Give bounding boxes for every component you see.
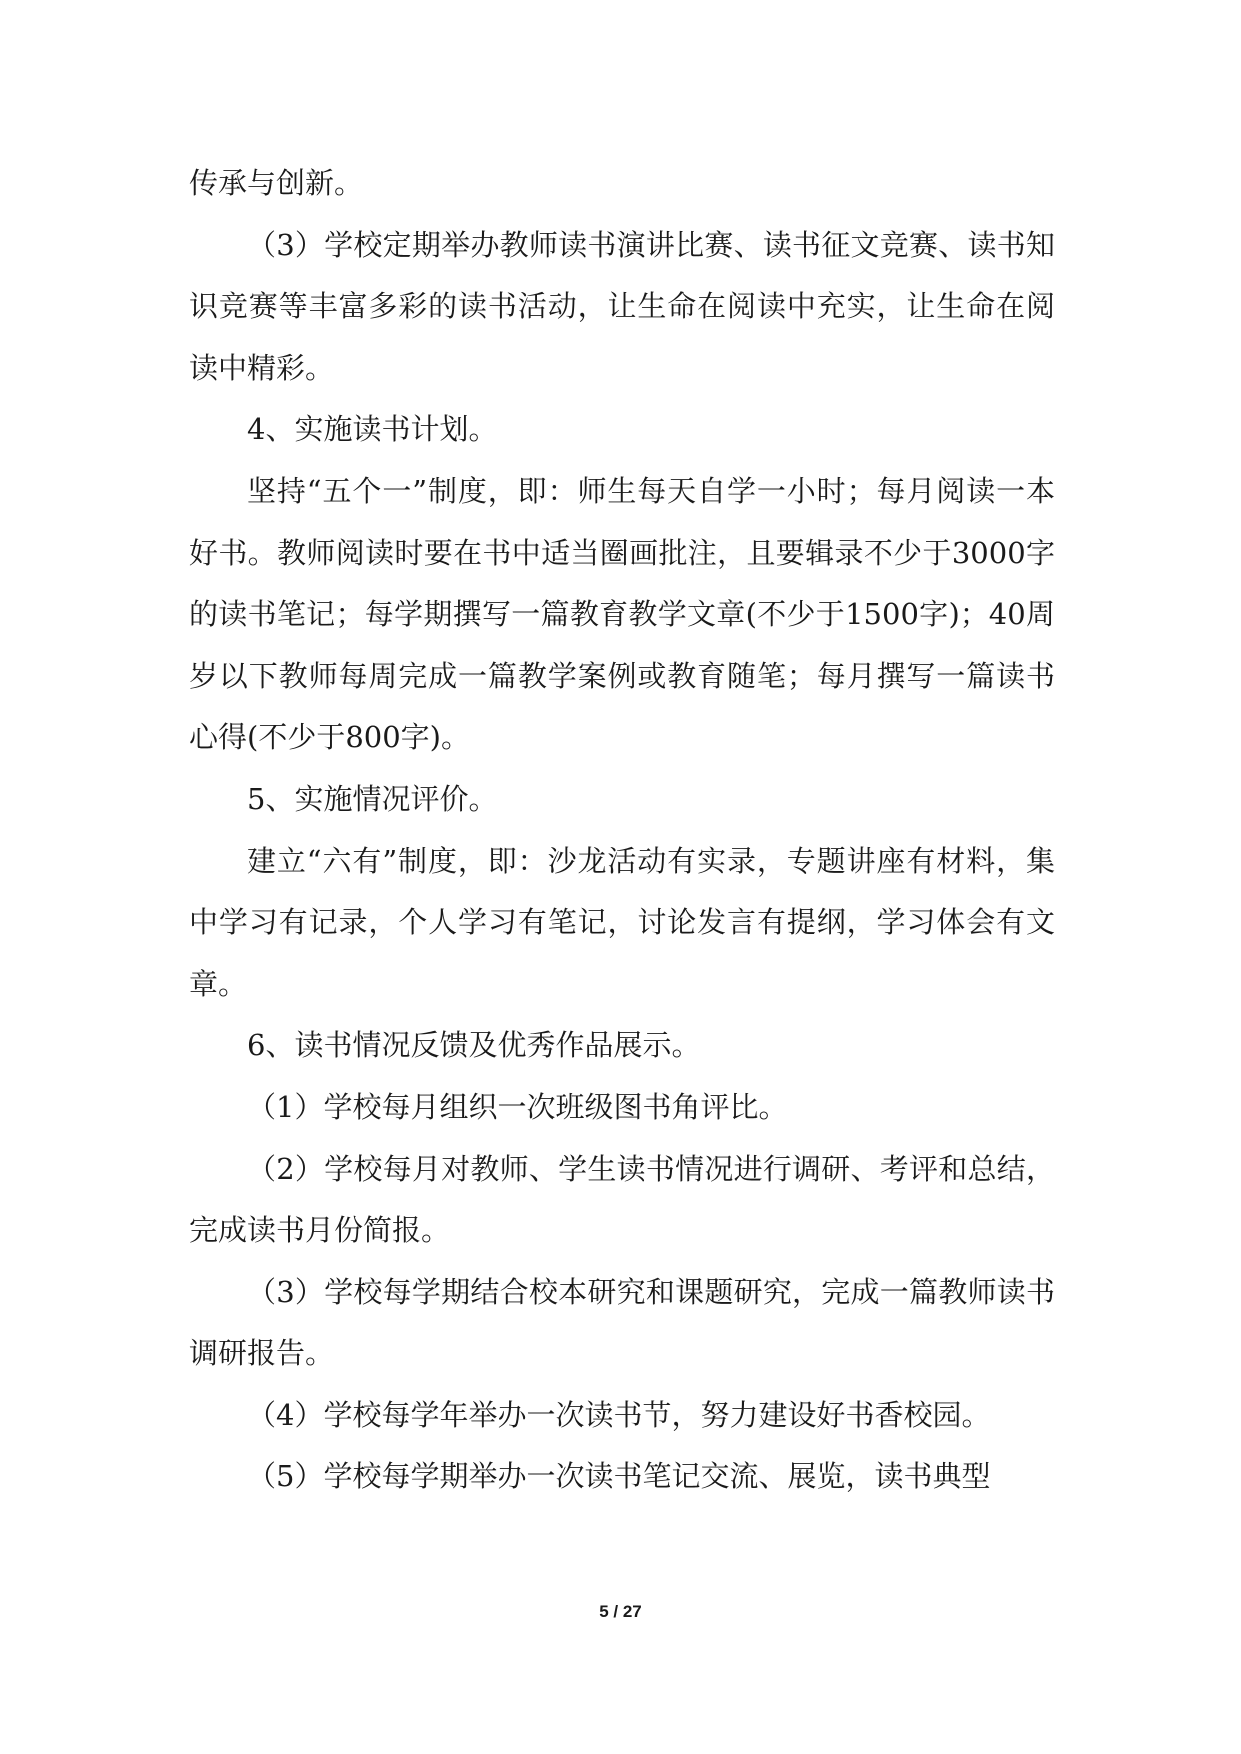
section-heading: 4、实施读书计划。 (247, 412, 498, 447)
list-item: （3）学校每学期结合校本研究和课题研究，完成一篇教师读书调研报告。 (189, 1274, 1055, 1371)
paragraph: 建立“六有”制度，即：沙龙活动有实录，专题讲座有材料，集中学习有记录，个人学习有笔记，讨论发言有提纲，学习体会有文章。 (189, 843, 1055, 1001)
document-body (189, 153, 1055, 1508)
list-item: （4）学校每学年举办一次读书节，努力建设好书香校园。 (247, 1397, 991, 1432)
paragraph: （3）学校定期举办教师读书演讲比赛、读书征文竞赛、读书知识竞赛等丰富多彩的读书活动，让生命在阅读中充实，让生命在阅读中精彩。 (189, 227, 1055, 385)
section-heading: 5、实施情况评价。 (247, 781, 498, 816)
section-heading: 6、读书情况反馈及优秀作品展示。 (247, 1028, 701, 1063)
list-item: （1）学校每月组织一次班级图书角评比。 (247, 1089, 788, 1124)
list-item: （2）学校每月对教师、学生读书情况进行调研、考评和总结，完成读书月份简报。 (189, 1151, 1055, 1248)
list-item: （5）学校每学期举办一次读书笔记交流、展览，读书典型 (247, 1459, 991, 1494)
paragraph: 传承与创新。 (189, 166, 364, 200)
page-number: 5 / 27 (599, 1602, 642, 1621)
paragraph: 坚持“五个一”制度，即：师生每天自学一小时；每月阅读一本好书。教师阅读时要在书中适当圈画批注，且要辑录不少于3000字的读书笔记；每学期撰写一篇教育教学文章(不少于1500字)；40周岁以下教师每周完成一篇教学案例或教育随笔；每月撰写一篇读书心得(不少于800字)。 (189, 473, 1055, 755)
